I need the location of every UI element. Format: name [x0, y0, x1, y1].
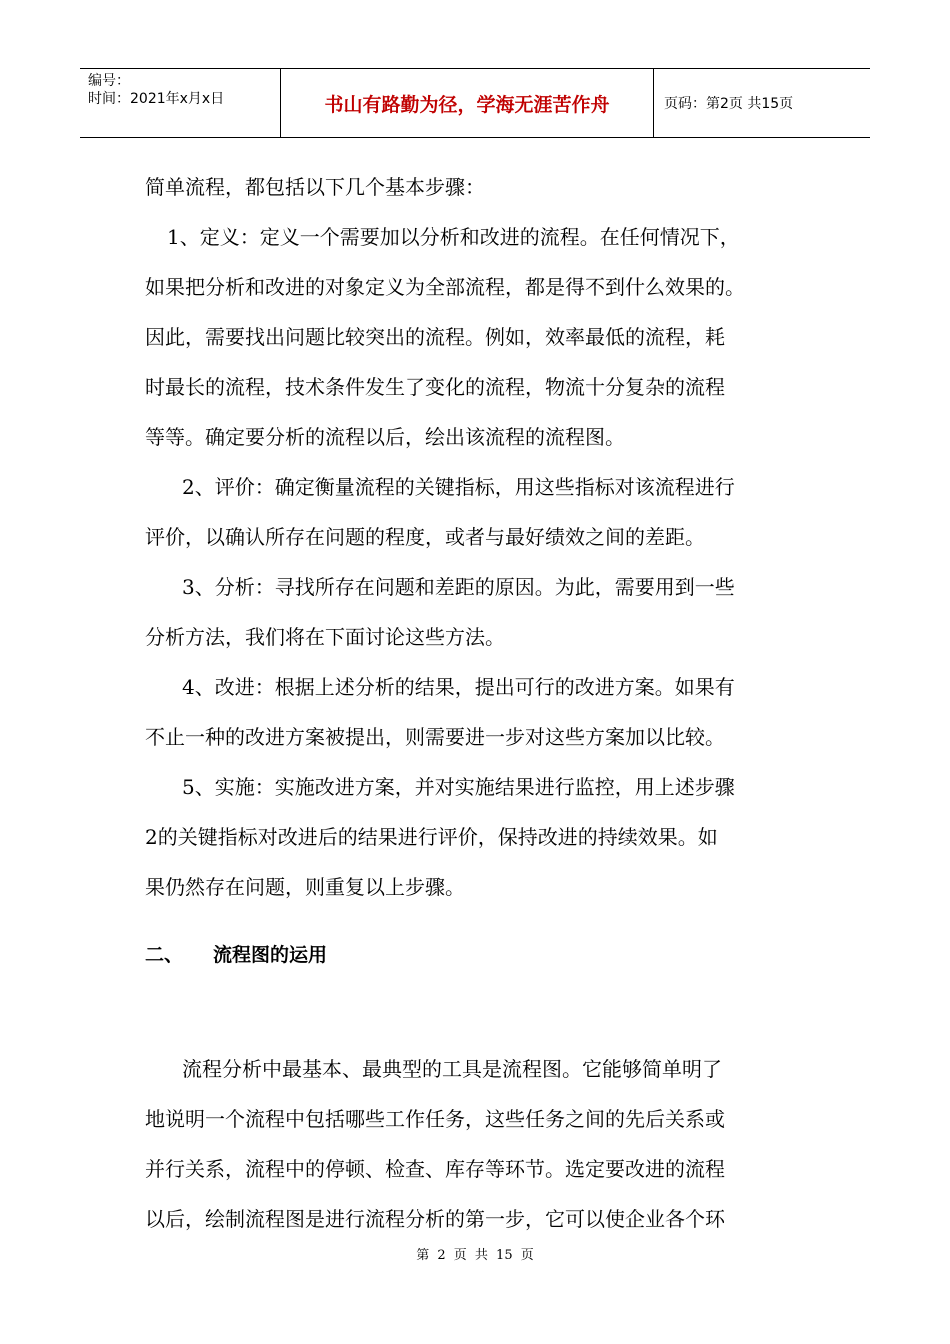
- page-footer: 第 2 页 共 15 页: [416, 1248, 534, 1263]
- paragraph-line: 4、改进：根据上述分析的结果，提出可行的改进方案。如果有: [182, 675, 735, 699]
- paragraph-line: 果仍然存在问题，则重复以上步骤。: [145, 875, 465, 899]
- document-body: [145, 162, 813, 1244]
- paragraph-line: 评价，以确认所存在问题的程度，或者与最好绩效之间的差距。: [145, 525, 705, 549]
- date-label: 时间：2021年x月x日: [88, 91, 225, 107]
- paragraph-line: 2的关键指标对改进后的结果进行评价，保持改进的持续效果。如: [145, 825, 718, 849]
- paragraph-line: 流程分析中最基本、最典型的工具是流程图。它能够简单明了: [182, 1057, 722, 1081]
- paragraph-line: 因此，需要找出问题比较突出的流程。例如，效率最低的流程，耗: [145, 325, 725, 349]
- page-header: [80, 68, 870, 138]
- paragraph-line: 分析方法，我们将在下面讨论这些方法。: [145, 625, 505, 649]
- paragraph-line: 5、实施：实施改进方案，并对实施结果进行监控，用上述步骤: [182, 775, 735, 799]
- paragraph-line: 等等。确定要分析的流程以后，绘出该流程的流程图。: [145, 425, 625, 449]
- section-heading: [145, 930, 813, 980]
- paragraph-line: 如果把分析和改进的对象定义为全部流程，都是得不到什么效果的。: [145, 275, 745, 299]
- paragraph-line: 2、评价：确定衡量流程的关键指标，用这些指标对该流程进行: [182, 475, 735, 499]
- section-title: 流程图的运用: [213, 944, 328, 966]
- paragraph-line: 地说明一个流程中包括哪些工作任务，这些任务之间的先后关系或: [145, 1107, 725, 1131]
- number-label: 编号：: [88, 73, 130, 89]
- paragraph-line: 并行关系，流程中的停顿、检查、库存等环节。选定要改进的流程: [145, 1157, 725, 1181]
- paragraph-line: 简单流程，都包括以下几个基本步骤：: [145, 175, 485, 199]
- paragraph-line: 时最长的流程，技术条件发生了变化的流程，物流十分复杂的流程: [145, 375, 725, 399]
- header-page-info: 页码：第2页 共15页: [664, 96, 794, 112]
- header-motto: 书山有路勤为径，学海无涯苦作舟: [281, 69, 654, 137]
- header-meta: [80, 69, 281, 137]
- paragraph-line: 以后，绘制流程图是进行流程分析的第一步，它可以使企业各个环: [145, 1207, 725, 1231]
- paragraph-line: 不止一种的改进方案被提出，则需要进一步对这些方案加以比较。: [145, 725, 725, 749]
- paragraph-line: 3、分析：寻找所存在问题和差距的原因。为此，需要用到一些: [182, 575, 735, 599]
- paragraph-line: 1、定义：定义一个需要加以分析和改进的流程。在任何情况下，: [167, 225, 740, 249]
- section-number: 二、: [145, 944, 184, 966]
